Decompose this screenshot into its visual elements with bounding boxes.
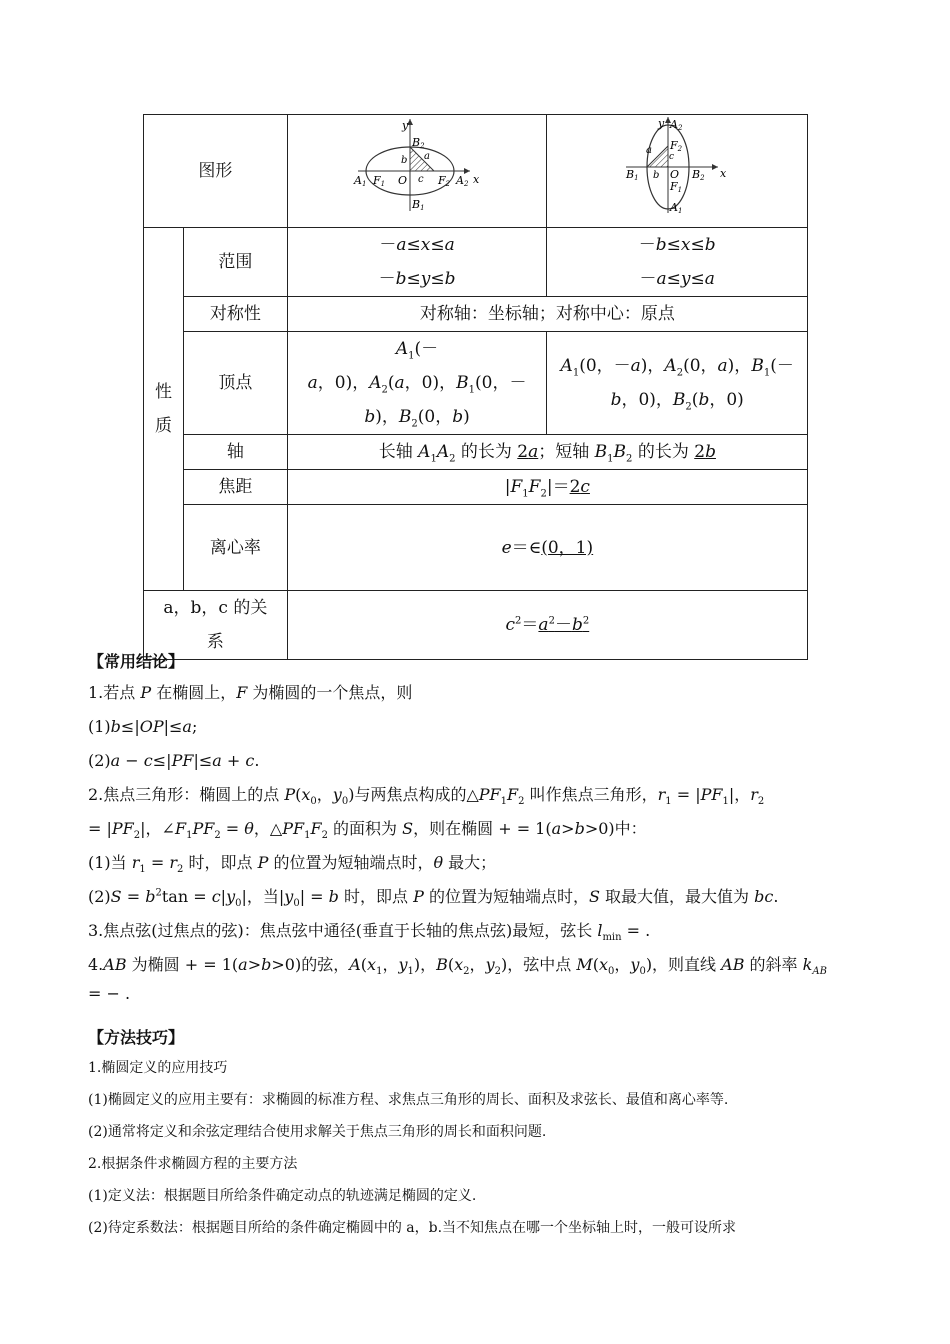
vertex-vertical: $A_1(0$，－a)，$A_2(0$，a)，$B_1(-$ b，0)，$B_2(b$，0): [547, 332, 808, 435]
svg-text:c: c: [418, 174, 424, 185]
conclusion-2-2: $(2)S = b^2\tan = c|y_0|$，当$|y_0| = b$ 时，即点 P 的位置为短轴端点时，S 取最大值，最大值为 bc.: [88, 887, 779, 910]
vertex-row: [144, 332, 808, 435]
symmetry-label: 对称性: [183, 297, 287, 332]
methods-body: [88, 1052, 868, 1244]
svg-text:b: b: [653, 170, 660, 181]
ellipse-properties-table: [143, 114, 808, 660]
svg-text:a: a: [646, 145, 653, 156]
svg-text:O: O: [398, 174, 408, 187]
svg-text:O: O: [670, 168, 680, 181]
conclusions-heading: 【常用结论】: [88, 652, 185, 671]
properties-label: 性 质: [144, 228, 184, 591]
conclusion-1: 1.若点 P 在椭圆上，F 为椭圆的一个焦点，则: [88, 683, 413, 702]
vertical-ellipse-diagram: [622, 115, 732, 215]
methods-heading: 【方法技巧】: [88, 1028, 185, 1047]
eccentricity-label: 离心率: [183, 505, 287, 591]
svg-text:B1: B1: [412, 198, 425, 212]
method-2-2: (2)待定系数法：根据题目所给的条件确定椭圆中的 a，b.当不知焦点在哪一个坐标轴上时，一般可设所求: [88, 1220, 737, 1236]
svg-text:y: y: [658, 117, 665, 130]
svg-text:F2: F2: [670, 139, 683, 153]
axis-label: 轴: [183, 435, 287, 470]
svg-text:A1: A1: [670, 201, 683, 215]
conclusion-3: 3.焦点弦(过焦点的弦)：焦点弦中通径(垂直于长轴的焦点弦)最短，弦长 $l_{min}$ = .: [88, 921, 651, 944]
svg-text:y: y: [402, 119, 409, 132]
svg-text:B2: B2: [692, 168, 705, 182]
eccentricity-text: e＝∈(0，1): [287, 505, 807, 591]
conclusion-2-cont: = $|PF_2|$，$\angle F_1PF_2 = \theta$，$\triangle PF_1F_2$ 的面积为 S，则在椭圆 + = 1(a>b>0)中：: [88, 819, 647, 842]
notes-section: [88, 648, 868, 1244]
figure-row: [144, 115, 808, 228]
svg-text:A2: A2: [670, 118, 683, 132]
focal-label: 焦距: [183, 470, 287, 505]
svg-text:c: c: [669, 152, 675, 162]
svg-text:F1: F1: [373, 174, 386, 188]
horizontal-ellipse-figure: [287, 115, 547, 228]
range-vertical: －b≤x≤b －a≤y≤a: [547, 228, 808, 297]
svg-text:x: x: [720, 167, 727, 180]
conclusion-2: 2.焦点三角形：椭圆上的点 $P(x_0$，$y_0$)与两焦点构成的$\triangle PF_1F_2$ 叫作焦点三角形，$r_1 = |PF_1|$，$r_2$: [88, 785, 765, 808]
symmetry-row: [144, 297, 808, 332]
svg-text:B2: B2: [412, 136, 425, 150]
svg-text:a: a: [424, 151, 431, 162]
method-2-title: 2.根据条件求椭圆方程的主要方法: [88, 1156, 298, 1172]
conclusion-4: 4.AB 为椭圆 + = 1(a>b>0)的弦，$A(x_1$，$y_1$)，$B(x_2$，$y_2$)，弦中点 $M(x_0$，$y_0$)，则直线 AB 的斜率 $k_{AB}$: [88, 955, 827, 978]
conclusion-1-1: (1)b≤|OP|≤a;: [88, 717, 198, 736]
range-row: [144, 228, 808, 297]
horizontal-ellipse-diagram: [352, 115, 482, 215]
svg-text:x: x: [473, 173, 480, 186]
symmetry-text: 对称轴：坐标轴；对称中心：原点: [287, 297, 807, 332]
svg-text:F2: F2: [438, 174, 451, 188]
method-1-title: 1.椭圆定义的应用技巧: [88, 1060, 228, 1076]
vertical-ellipse-figure: [547, 115, 808, 228]
axis-text: 长轴 $A_1A_2$ 的长为 2a；短轴 $B_1B_2$ 的长为 2b: [287, 435, 807, 470]
figure-label: 图形: [144, 115, 288, 228]
vertex-label: 顶点: [183, 332, 287, 435]
conclusion-2-1: (1)当 $r_1 = r_2$ 时，即点 P 的位置为短轴端点时，θ 最大；: [88, 853, 497, 876]
method-2-1: (1)定义法：根据题目所给条件确定动点的轨迹满足椭圆的定义.: [88, 1188, 477, 1204]
range-label: 范围: [183, 228, 287, 297]
relation-label: a，b，c 的关 系: [144, 591, 288, 660]
svg-text:F1: F1: [670, 180, 683, 194]
focal-text: $|F_1F_2|=2c$: [287, 470, 807, 505]
eccentricity-row: [144, 505, 808, 591]
method-1-2: (2)通常将定义和余弦定理结合使用求解关于焦点三角形的周长和面积问题.: [88, 1124, 547, 1140]
relation-text: $c^2=a^2-b^2$: [287, 591, 807, 660]
conclusion-4-cont: = − .: [88, 984, 131, 1003]
svg-text:B1: B1: [626, 168, 639, 182]
method-1-1: (1)椭圆定义的应用主要有：求椭圆的标准方程、求焦点三角形的周长、面积及求弦长、最值和离心率等.: [88, 1092, 729, 1108]
svg-text:A2: A2: [456, 174, 469, 188]
svg-text:b: b: [401, 155, 408, 166]
range-horizontal: －a≤x≤a －b≤y≤b: [287, 228, 547, 297]
vertex-horizontal: $A_1(-$ a，0)，$A_2(a$，0)，$B_1(0$，－ b)，$B_2(0$，b): [287, 332, 547, 435]
conclusion-1-2: (2)a − c≤|PF|≤a + c.: [88, 751, 260, 770]
axis-row: [144, 435, 808, 470]
focal-row: [144, 470, 808, 505]
svg-text:A1: A1: [354, 174, 367, 188]
